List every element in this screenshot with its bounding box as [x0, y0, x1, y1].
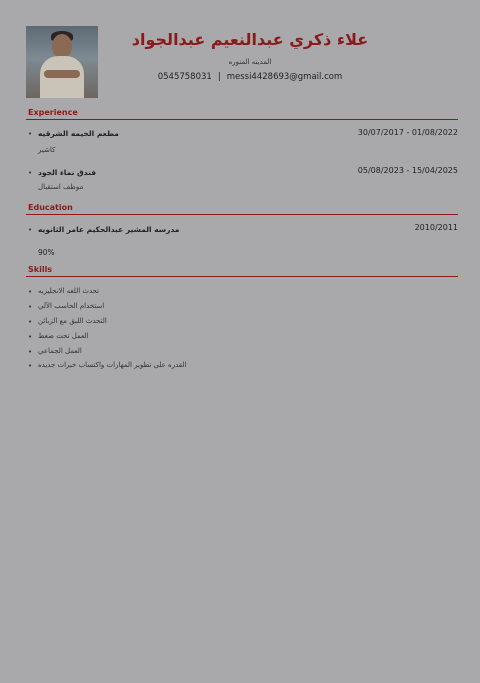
experience-item-subtitle: كاشير	[38, 146, 56, 154]
email-address: messi4428693@gmail.com	[226, 72, 343, 82]
bullet-icon: •	[28, 169, 33, 177]
bullet-icon: •	[28, 288, 33, 296]
experience-item-date: 05/08/2023 - 15/04/2025	[357, 166, 458, 175]
bullet-icon: •	[28, 362, 33, 370]
bullet-icon: •	[28, 130, 33, 138]
photo-arms	[44, 70, 80, 78]
experience-heading: Experience	[28, 108, 78, 117]
skill-item: العمل تحت ضغط	[38, 332, 89, 340]
experience-item-title: فندق نماء الجود	[38, 168, 97, 177]
profile-photo	[26, 26, 98, 98]
phone-number: 0545758031	[157, 72, 212, 82]
experience-item-title: مطعم الخيمه الشرقيه	[38, 129, 119, 138]
photo-head	[52, 34, 72, 58]
skill-item: التحدث اللبق مع الزبائن	[38, 317, 107, 325]
bullet-icon: •	[28, 348, 33, 356]
contact-line	[110, 72, 390, 82]
education-item-date: 2010/2011	[414, 223, 458, 232]
skills-divider	[26, 276, 458, 277]
experience-divider	[26, 119, 458, 120]
experience-item-subtitle: موظف استقبال	[38, 183, 84, 191]
bullet-icon: •	[28, 303, 33, 311]
skill-item: القدره على تطوير المهارات واكتساب خبرات جديده	[38, 361, 187, 369]
contact-separator: |	[217, 72, 221, 82]
skill-item: العمل الجماعي	[38, 347, 82, 355]
bullet-icon: •	[28, 226, 33, 234]
candidate-name: علاء ذكري عبدالنعيم عبدالجواد	[131, 30, 369, 49]
education-heading: Education	[28, 203, 73, 212]
bullet-icon: •	[28, 318, 33, 326]
education-divider	[26, 214, 458, 215]
education-item-title: مدرسه المشير عبدالحكيم عامر الثانويه	[38, 225, 180, 234]
skill-item: استخدام الحاسب الآلي	[38, 302, 105, 310]
skills-heading: Skills	[28, 265, 53, 274]
bullet-icon: •	[28, 333, 33, 341]
education-item-grade: 90%	[38, 248, 55, 257]
candidate-city: المدينه المنوره	[228, 58, 272, 66]
experience-item-date: 30/07/2017 - 01/08/2022	[357, 128, 458, 137]
skill-item: تحدث اللغه الانجليزيه	[38, 287, 100, 295]
